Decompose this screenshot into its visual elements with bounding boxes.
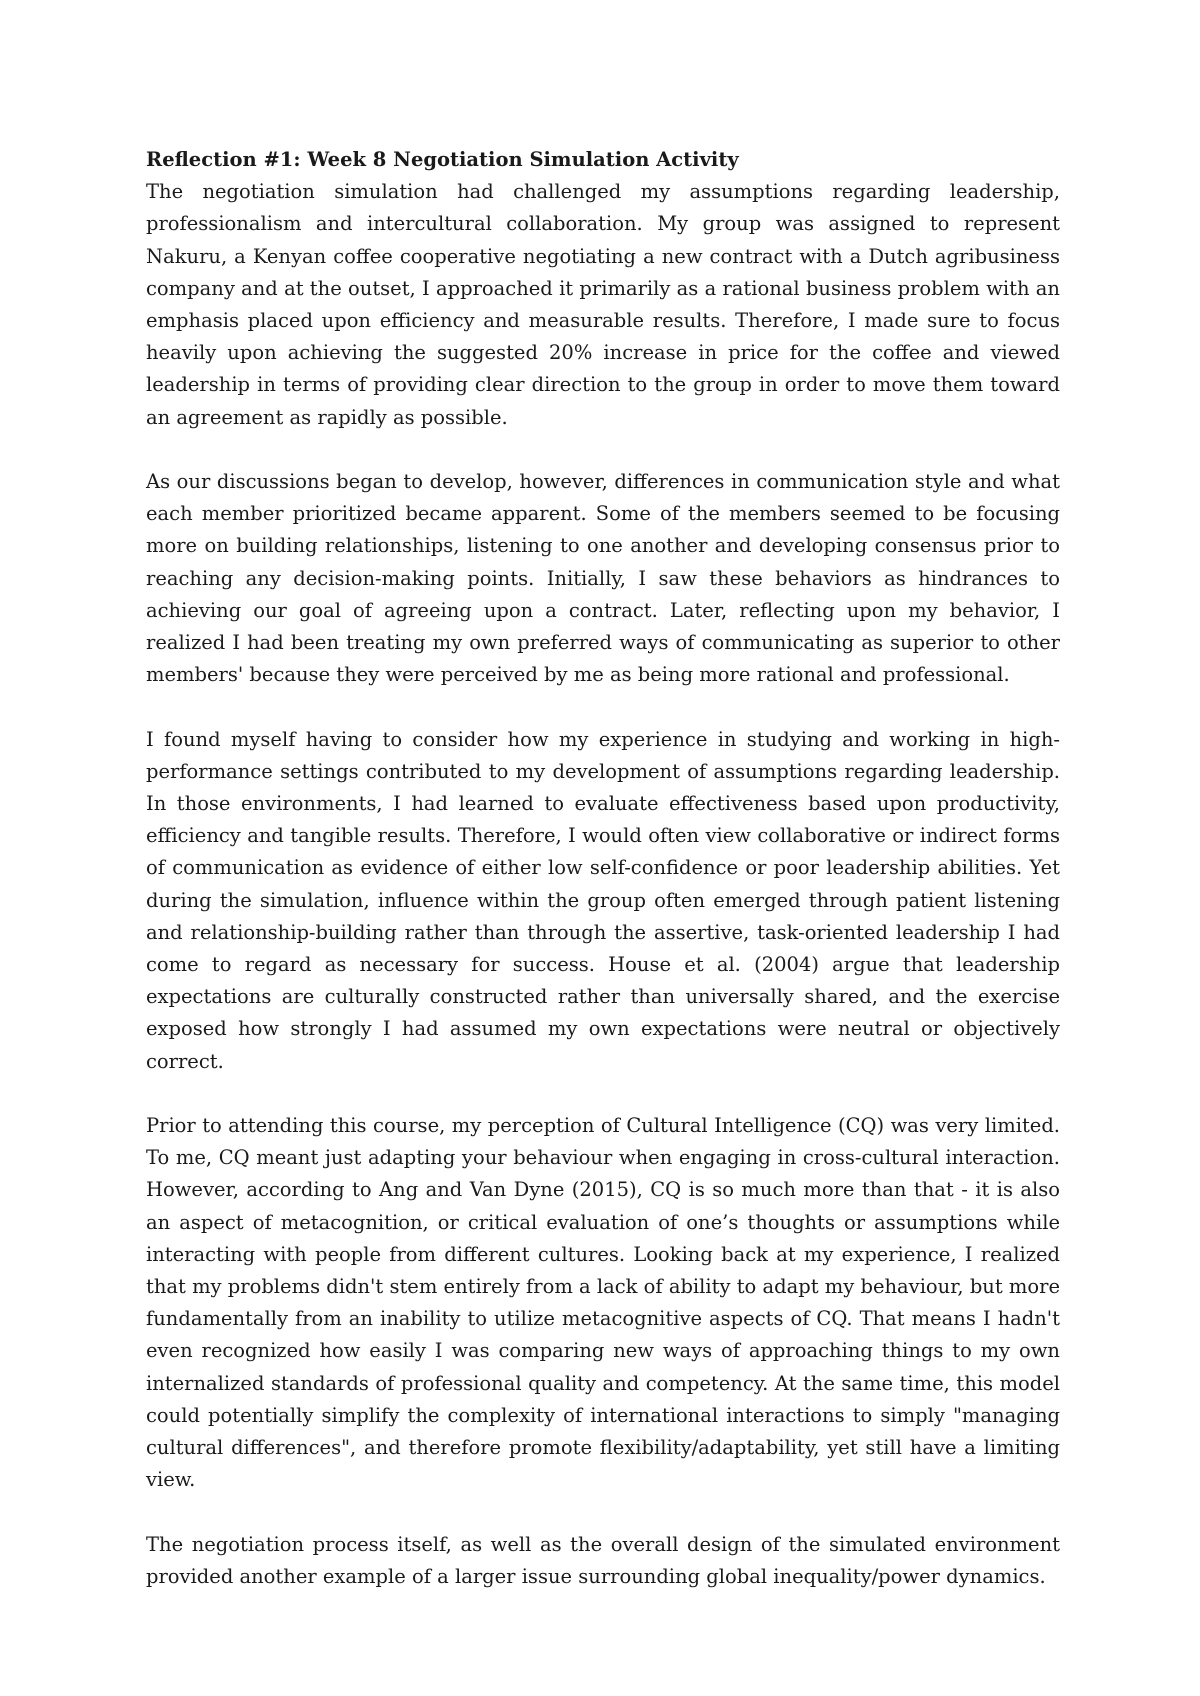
paragraph-3: I found myself having to consider how my experience in studying and working in high-performance settings contributed to my development of assumptions regarding leadership. In those environments, I had learned to evaluate effectiveness based upon productivity, efficiency and tangible results. Therefore, I would often view collaborative or indirect forms of communication as evidence of either low self-confidence or poor leadership abilities. Yet during the simulation, influence within the group often emerged through patient listening and relationship-building rather than through the assertive, task-oriented leadership I had come to regard as necessary for success. House et al. (2004) argue that leadership expectations are culturally constructed rather than universally shared, and the exercise exposed how strongly I had assumed my own expectations were neutral or objectively correct. — [146, 727, 1060, 1073]
document-page — [146, 144, 1060, 1593]
paragraph-2: As our discussions began to develop, however, differences in communication style and what each member prioritized became apparent. Some of the members seemed to be focusing more on building relationships, listening to one another and developing consensus prior to reaching any decision-making points. Initially, I saw these behaviors as hindrances to achieving our goal of agreeing upon a contract. Later, reflecting upon my behavior, I realized I had been treating my own preferred ways of communicating as superior to other members' because they were perceived by me as being more rational and professional. — [146, 470, 1060, 687]
paragraph-1: The negotiation simulation had challenged my assumptions regarding leadership, professionalism and intercultural collaboration. My group was assigned to represent Nakuru, a Kenyan coffee cooperative negotiating a new contract with a Dutch agribusiness company and at the outset, I approached it primarily as a rational business problem with an emphasis placed upon efficiency and measurable results. Therefore, I made sure to focus heavily upon achieving the suggested 20% increase in price for the coffee and viewed leadership in terms of providing clear direction to the group in order to move them toward an agreement as rapidly as possible. — [146, 180, 1060, 429]
document-title: Reflection #1: Week 8 Negotiation Simulation Activity — [146, 148, 739, 171]
paragraph-4: Prior to attending this course, my perception of Cultural Intelligence (CQ) was very limited. To me, CQ meant just adapting your behaviour when engaging in cross-cultural interaction. However, according to Ang and Van Dyne (2015), CQ is so much more than that - it is also an aspect of metacognition, or critical evaluation of one’s thoughts or assumptions while interacting with people from different cultures. Looking back at my experience, I realized that my problems didn't stem entirely from a lack of ability to adapt my behaviour, but more fundamentally from an inability to utilize metacognitive aspects of CQ. That means I hadn't even recognized how easily I was comparing new ways of approaching things to my own internalized standards of professional quality and competency. At the same time, this model could potentially simplify the complexity of international interactions to simply "managing cultural differences", and therefore promote flexibility/adaptability, yet still have a limiting view. — [146, 1114, 1060, 1492]
paragraph-5: The negotiation process itself, as well as the overall design of the simulated environment provided another example of a larger issue surrounding global inequality/power dynamics. — [146, 1532, 1060, 1588]
